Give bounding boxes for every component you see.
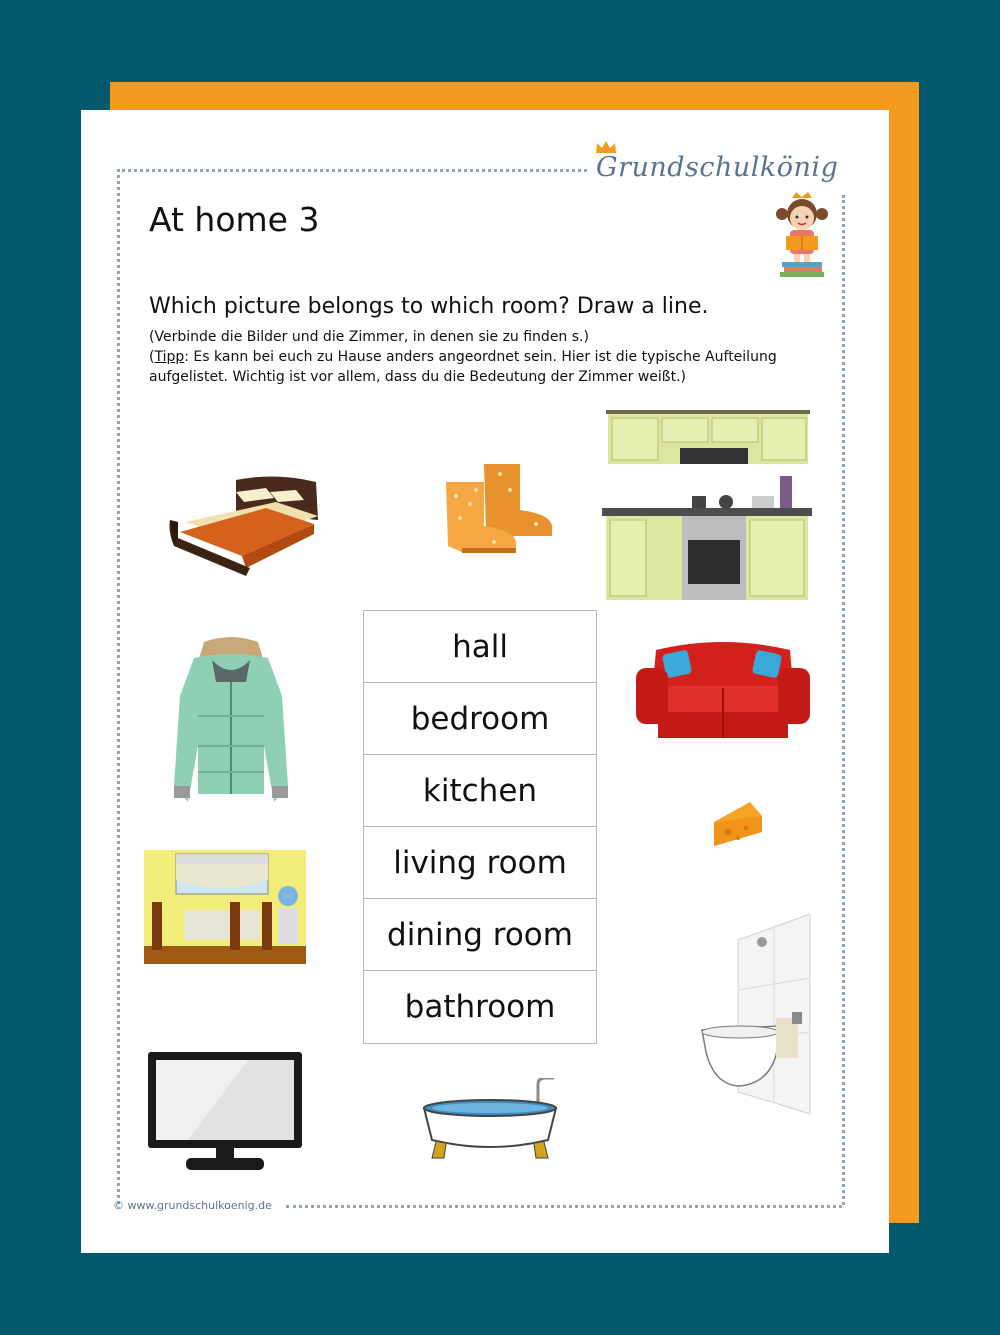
room-word-hall[interactable]: hall <box>364 611 596 683</box>
jacket-icon[interactable] <box>164 636 298 810</box>
tip-open-paren: ( <box>149 349 155 365</box>
frame-bottom-border <box>286 1205 842 1208</box>
page-title: At home 3 <box>149 200 320 239</box>
frame-top-border <box>117 169 587 172</box>
room-word-living-room[interactable]: living room <box>364 827 596 899</box>
room-word-list <box>363 610 597 1044</box>
task-instruction-de: (Verbinde die Bilder und die Zimmer, in denen sie zu finden s.) <box>149 329 589 345</box>
tip-line-1 <box>149 347 777 367</box>
dining-room-icon[interactable] <box>144 850 306 964</box>
tip-line-2: aufgelistet. Wichtig ist vor allem, dass du die Bedeutung der Zimmer weißt.) <box>149 369 687 385</box>
toilet-icon[interactable] <box>698 914 812 1114</box>
brand-logo: Grundschulkönig <box>596 152 839 183</box>
frame-left-border <box>117 169 120 1204</box>
boots-icon[interactable] <box>440 460 554 556</box>
bed-icon[interactable] <box>166 472 332 578</box>
room-word-dining-room[interactable]: dining room <box>364 899 596 971</box>
footer-copyright: © www.grundschulkoenig.de <box>113 1199 272 1212</box>
room-word-bedroom[interactable]: bedroom <box>364 683 596 755</box>
girl-reading-icon <box>772 192 832 280</box>
room-word-kitchen[interactable]: kitchen <box>364 755 596 827</box>
tip-label: Tipp <box>154 349 185 365</box>
tv-icon[interactable] <box>148 1052 302 1174</box>
frame-right-border <box>842 195 845 1205</box>
bathtub-icon[interactable] <box>420 1078 560 1164</box>
tip-text-1: : Es kann bei euch zu Hause anders angeordnet sein. Hier ist die typische Aufteilung <box>184 349 777 365</box>
room-word-bathroom[interactable]: bathroom <box>404 989 556 1025</box>
task-question: Which picture belongs to which room? Draw a line. <box>149 294 709 319</box>
sofa-icon[interactable] <box>636 636 810 742</box>
kitchen-icon[interactable] <box>602 410 812 602</box>
cheese-icon[interactable] <box>712 798 764 848</box>
